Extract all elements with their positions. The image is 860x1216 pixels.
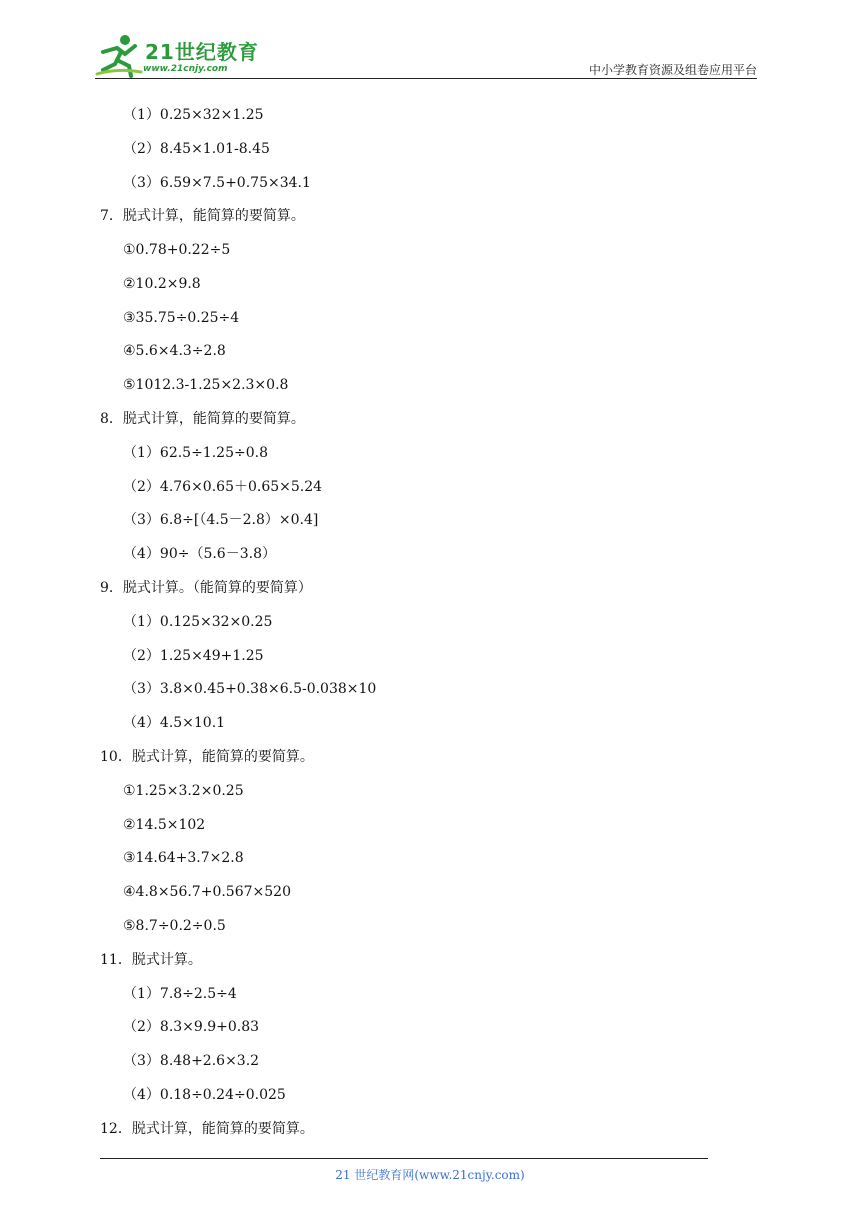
sub-item: （4）0.18÷0.24÷0.025 [123,1087,286,1103]
sub-item: （4）90÷（5.6－3.8） [123,546,276,562]
sub-item: （2）8.45×1.01-8.45 [123,141,270,157]
sub-item: ①0.78+0.22÷5 [123,242,231,258]
sub-item: （1）0.25×32×1.25 [123,107,264,123]
sub-item: ③35.75÷0.25÷4 [123,310,240,326]
sub-item: （4）4.5×10.1 [123,715,226,731]
sub-item: （3）6.59×7.5+0.75×34.1 [123,175,311,191]
sub-item: （2）4.76×0.65＋0.65×5.24 [123,479,323,495]
sub-item: （3）6.8÷[（4.5－2.8）×0.4] [123,512,319,528]
sub-item: ②14.5×102 [123,817,206,833]
logo-url: www.21cnjy.com [143,64,228,74]
sub-item: ⑤1012.3-1.25×2.3×0.8 [123,377,289,393]
page-header [95,30,757,80]
sub-item: （1）62.5÷1.25÷0.8 [123,445,268,461]
platform-name: 中小学教育资源及组卷应用平台 [588,63,757,77]
sub-item: ①1.25×3.2×0.25 [123,783,244,799]
sub-item: （1）0.125×32×0.25 [123,614,273,630]
runner-icon [95,32,145,78]
footer-divider [100,1158,708,1159]
question-title: 12．脱式计算，能简算的要简算。 [100,1121,314,1137]
sub-item: ⑤8.7÷0.2÷0.5 [123,918,226,934]
question-title: 7．脱式计算，能简算的要简算。 [100,208,305,224]
sub-item: ④4.8×56.7+0.567×520 [123,884,291,900]
sub-item: （3）8.48+2.6×3.2 [123,1053,260,1069]
question-title: 10．脱式计算，能简算的要简算。 [100,749,314,765]
sub-item: （3）3.8×0.45+0.38×6.5-0.038×10 [123,681,377,697]
sub-item: （2）1.25×49+1.25 [123,648,264,664]
header-divider [95,78,757,79]
site-logo[interactable] [95,30,265,78]
sub-item: （1）7.8÷2.5÷4 [123,986,237,1002]
footer-link[interactable]: 21 世纪教育网(www.21cnjy.com) [335,1168,525,1182]
sub-item: （2）8.3×9.9+0.83 [123,1019,260,1035]
sub-item: ④5.6×4.3÷2.8 [123,343,226,359]
question-title: 9．脱式计算。（能简算的要简算） [100,580,312,596]
sub-item: ③14.64+3.7×2.8 [123,850,244,866]
sub-item: ②10.2×9.8 [123,276,201,292]
logo-text: 21世纪教育 [145,40,259,64]
question-title: 11．脱式计算。 [100,952,202,968]
question-title: 8．脱式计算，能简算的要简算。 [100,411,305,427]
